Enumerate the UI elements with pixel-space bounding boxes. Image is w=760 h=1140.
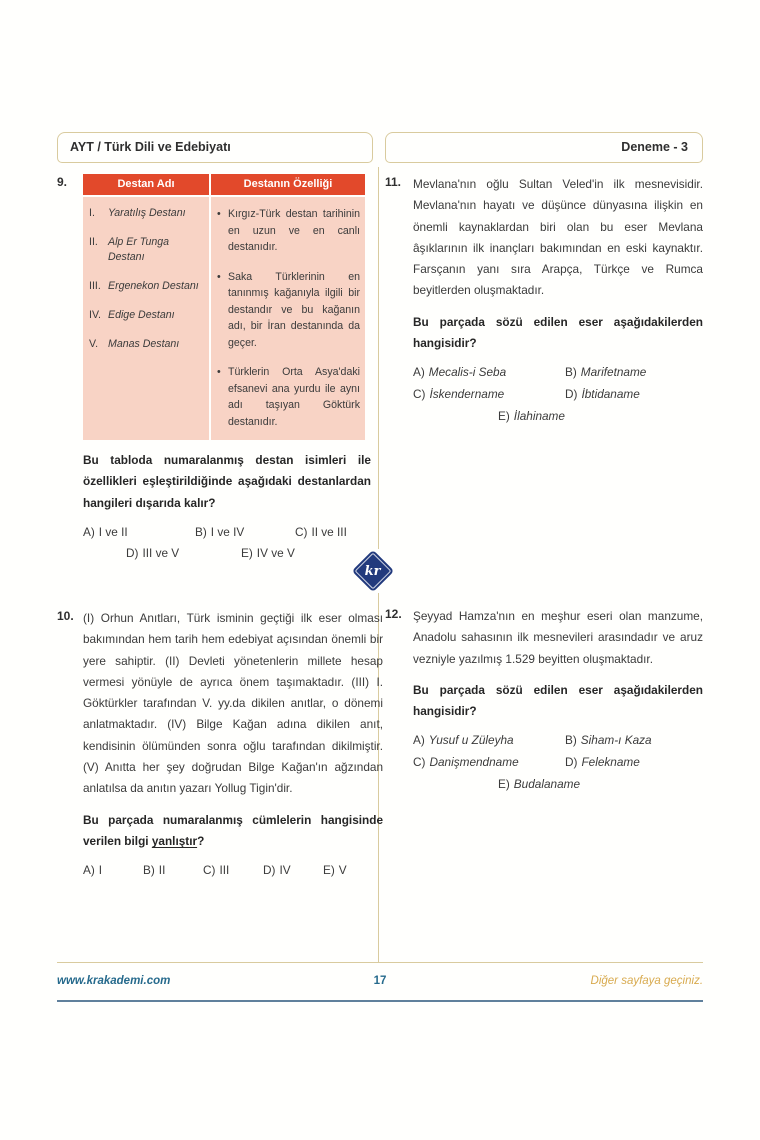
question-10-stem: Bu parçada numaralanmış cümlelerin hangisinde verilen bilgi yanlıştır? <box>83 812 383 848</box>
header-subject-box <box>57 132 373 163</box>
option-d: D) Felekname <box>565 755 640 770</box>
option-e: E) İlahiname <box>498 409 565 424</box>
option-e: E) IV ve V <box>241 545 295 560</box>
brand-logo <box>351 549 395 593</box>
option-c: C) İskendername <box>413 387 505 402</box>
option-a: A) Mecalis-i Seba <box>413 365 507 380</box>
option-a: A) I ve II <box>83 524 128 539</box>
table-header-epic-name: Destan Adı <box>83 174 209 195</box>
feature-bullet: • Türklerin Orta Asya'daki efsanevi ana yurdu ile aynı adı taşıyan Göktürk destanıdır. <box>217 364 360 430</box>
question-10 <box>57 608 383 878</box>
feature-bullet: • Saka Türklerinin en tanınmış kağanıyla ilgili bir destandır ve bu kağanın adı, bir İran destanında da geçer. <box>217 269 360 352</box>
table-row: I. Yaratılış Destanı <box>89 207 186 219</box>
option-b: B) Marifetname <box>565 365 647 380</box>
question-10-number: 10. <box>57 609 74 623</box>
header-test-box <box>385 132 703 163</box>
question-11-text: Mevlana'nın oğlu Sultan Veled'in ilk mesnevisidir. Mevlana'nın hayatı ve düşünce dünyasına ilişkin en önemli kaynaklardan biri olan bu eser Mevlana âşıklarının ilk inançları bakımından en eski kaynaktır. Farsçanın yanı sıra Arapça, Türkçe ve Rumca beyitlerden oluşmaktadır. <box>413 177 703 298</box>
option-b: B) I ve IV <box>195 524 245 539</box>
option-c: C) Danişmendname <box>413 755 519 770</box>
question-11 <box>385 174 703 423</box>
question-11-number: 11. <box>385 175 402 189</box>
table-row: V. Manas Destanı <box>89 338 180 350</box>
option-a: A) Yusuf u Züleyha <box>413 733 514 748</box>
question-9 <box>57 174 371 560</box>
kr-logo-text: kr <box>365 563 381 579</box>
option-c: C) III <box>203 863 230 878</box>
footer-website: www.krakademi.com <box>57 975 171 987</box>
option-e: E) V <box>323 863 347 878</box>
footer-next-page-note: Diğer sayfaya geçiniz. <box>590 975 704 987</box>
table-header-epic-feature: Destanın Özelliği <box>211 174 365 195</box>
footer-rule <box>57 1000 703 1002</box>
table-row: IV. Edige Destanı <box>89 309 175 321</box>
kr-diamond-icon <box>352 550 394 592</box>
table-row: II. Alp Er Tunga Destanı <box>89 236 170 263</box>
question-9-stem: Bu tabloda numaralanmış destan isimleri ile özellikleri eşleştirildiğinde aşağıdaki destanlardan hangileri dışarıda kalır? <box>83 453 371 510</box>
subject-title: AYT / Türk Dili ve Edebiyatı <box>70 140 231 154</box>
question-11-stem: Bu parçada sözü edilen eser aşağıdakilerden hangisidir? <box>413 314 703 351</box>
feature-bullet: • Kırgız-Türk destan tarihinin en uzun ve en canlı destanıdır. <box>217 206 360 256</box>
question-10-text: (I) Orhun Anıtları, Türk isminin geçtiği ilk eser olması bakımından hem tarih hem edebiyat açısından önemli bir yere sahiptir. (II) Devleti yönetenlerin millete hesap vermesi yönüyle de ayrıca önem taşımaktadır. (III) I. Göktürkler tarafından V. yy.da dikilen anıtlar, o dönemi anlatmaktadır. (IV) Bilge Kağan adına dikilen anıt, kendisinin ölümünden sonra oğlu tarafından dikilmiştir. (V) Anıtta her şey doğrudan Bilge Kağan'ın ağzından anlatılsa da anıtın yazarı Yollug Tigin'dir. <box>83 611 383 796</box>
option-d: D) İbtidaname <box>565 387 640 402</box>
epic-name-column <box>83 197 209 440</box>
option-c: C) II ve III <box>295 524 347 539</box>
bullet-icon: • <box>217 366 221 378</box>
footer <box>57 975 703 987</box>
content-bottom-rule <box>57 962 703 963</box>
page-number: 17 <box>373 975 387 987</box>
option-e: E) Budalaname <box>498 777 581 792</box>
option-d: D) IV <box>263 863 291 878</box>
option-a: A) I <box>83 863 103 878</box>
bullet-icon: • <box>217 270 221 283</box>
option-b: B) II <box>143 863 166 878</box>
question-12-text: Şeyyad Hamza'nın en meşhur eseri olan manzume, Anadolu sahasının ilk mesnevileri arasındadır ve aruz vezniyle yazılmış 1.529 beyitten oluşmaktadır. <box>413 609 703 666</box>
option-d: D) III ve V <box>126 545 180 560</box>
test-name: Deneme - 3 <box>621 140 688 154</box>
bullet-icon: • <box>217 208 221 220</box>
question-12-stem: Bu parçada sözü edilen eser aşağıdakilerden hangisidir? <box>413 682 703 719</box>
epic-feature-column <box>211 197 365 440</box>
option-b: B) Siham-ı Kaza <box>565 733 652 748</box>
epic-table <box>83 174 365 440</box>
question-9-number: 9. <box>57 175 68 189</box>
question-12 <box>385 606 703 791</box>
table-row: III. Ergenekon Destanı <box>89 280 199 292</box>
question-12-number: 12. <box>385 607 402 621</box>
